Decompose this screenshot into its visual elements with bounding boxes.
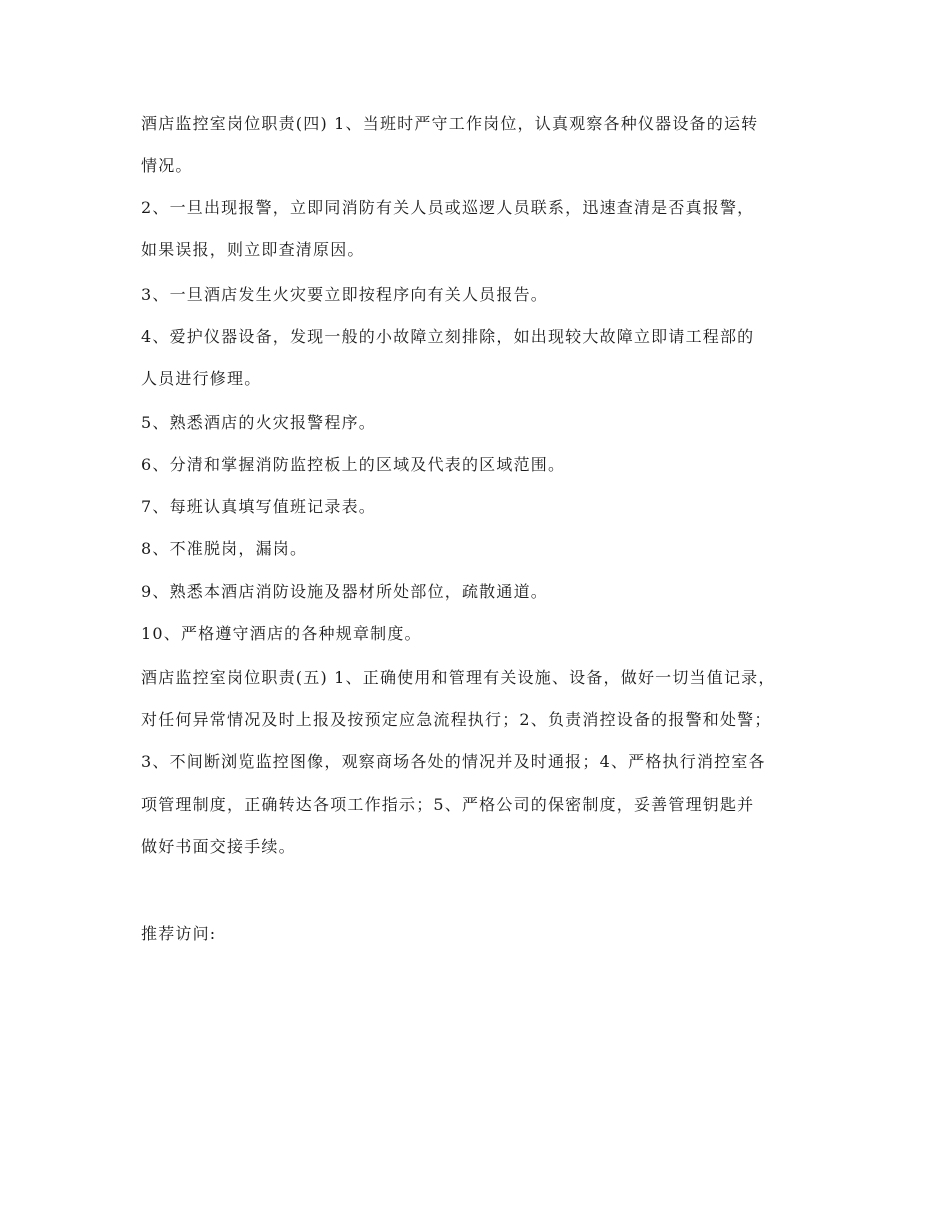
text-line: 2、一旦出现报警，立即同消防有关人员或巡逻人员联系，迅速查清是否真报警， — [141, 198, 755, 217]
text-line: 9、熟悉本酒店消防设施及器材所处部位，疏散通道。 — [141, 582, 548, 601]
text-line: 酒店监控室岗位职责(五) 1、正确使用和管理有关设施、设备，做好一切当值记录， — [141, 668, 776, 687]
text-line: 3、一旦酒店发生火灾要立即按程序向有关人员报告。 — [141, 285, 548, 304]
text-line: 酒店监控室岗位职责(四) 1、当班时严守工作岗位，认真观察各种仪器设备的运转 — [141, 114, 759, 133]
recommended-visits-label: 推荐访问: — [141, 924, 217, 943]
text-line: 情况。 — [141, 156, 193, 175]
text-line: 人员进行修理。 — [141, 369, 262, 388]
text-line: 5、熟悉酒店的火灾报警程序。 — [141, 413, 376, 432]
text-line: 7、每班认真填写值班记录表。 — [141, 497, 376, 516]
text-line: 4、爱护仪器设备，发现一般的小故障立刻排除，如出现较大故障立即请工程部的 — [141, 327, 755, 346]
text-line: 8、不准脱岗，漏岗。 — [141, 539, 308, 558]
text-line: 10、严格遵守酒店的各种规章制度。 — [141, 624, 422, 643]
text-line: 如果误报，则立即查清原因。 — [141, 240, 365, 259]
text-line: 对任何异常情况及时上报及按预定应急流程执行；2、负责消控设备的报警和处警； — [141, 710, 772, 729]
text-line: 项管理制度，正确转达各项工作指示；5、严格公司的保密制度，妥善管理钥匙并 — [141, 795, 755, 814]
text-line: 3、不间断浏览监控图像，观察商场各处的情况并及时通报；4、严格执行消控室各 — [141, 752, 766, 771]
text-line: 6、分清和掌握消防监控板上的区域及代表的区域范围。 — [141, 455, 566, 474]
text-line: 做好书面交接手续。 — [141, 837, 296, 856]
